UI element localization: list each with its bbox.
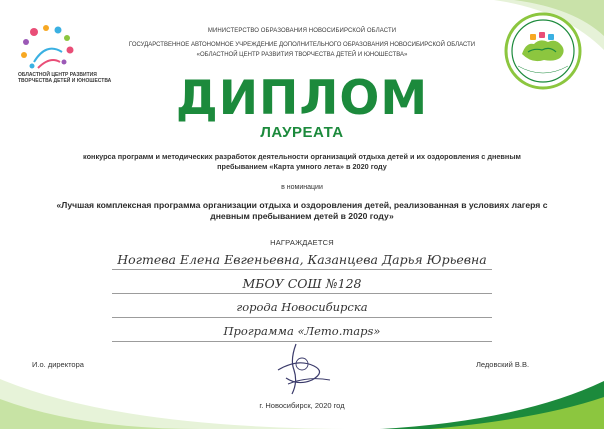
signature-icon <box>268 340 338 398</box>
nomination-intro: в номинации <box>281 184 323 191</box>
awarded-label: НАГРАЖДАЕТСЯ <box>270 238 334 247</box>
institution-line-2: «ОБЛАСТНОЙ ЦЕНТР РАЗВИТИЯ ТВОРЧЕСТВА ДЕТЕЙ И ЮНОШЕСТВА» <box>196 52 408 58</box>
left-logo-caption: ОБЛАСТНОЙ ЦЕНТР РАЗВИТИЯ ТВОРЧЕСТВА ДЕТЕЙ И ЮНОШЕСТВА <box>18 72 112 84</box>
diploma-subtitle: ЛАУРЕАТА <box>260 124 344 141</box>
awardees-field: Ногтева Елена Евгеньевна, Казанцева Дарья Юрьевна <box>112 250 492 270</box>
nomination-title: «Лучшая комплексная программа организации отдыха и оздоровления детей, реализованная в условиях лагеря с дневным пребыванием детей в 2020 году» <box>56 200 548 221</box>
institution-line-1: ГОСУДАРСТВЕННОЕ АВТОНОМНОЕ УЧРЕЖДЕНИЕ ДОПОЛНИТЕЛЬНОГО ОБРАЗОВАНИЯ НОВОСИБИРСКОЙ ОБЛАСТИ <box>128 42 476 48</box>
diploma-title: ДИПЛОМ <box>175 71 429 126</box>
ministry-name: МИНИСТЕРСТВО ОБРАЗОВАНИЯ НОВОСИБИРСКОЙ ОБЛАСТИ <box>207 28 397 34</box>
school-field: МБОУ СОШ №128 <box>112 274 492 294</box>
program-field: Программа «Лето.maps» <box>112 322 492 342</box>
director-title: И.о. директора <box>32 360 84 369</box>
summer-map-logo-icon <box>504 12 582 90</box>
city-field: города Новосибирска <box>112 298 492 318</box>
contest-description: конкурса программ и методических разработок деятельности организаций отдыха детей и их оздоровления с дневным пребыванием «Карта умного лета» в 2020 году <box>83 152 521 171</box>
place-and-year: г. Новосибирск, 2020 год <box>259 401 345 410</box>
director-name: Ледовский В.В. <box>476 360 530 369</box>
